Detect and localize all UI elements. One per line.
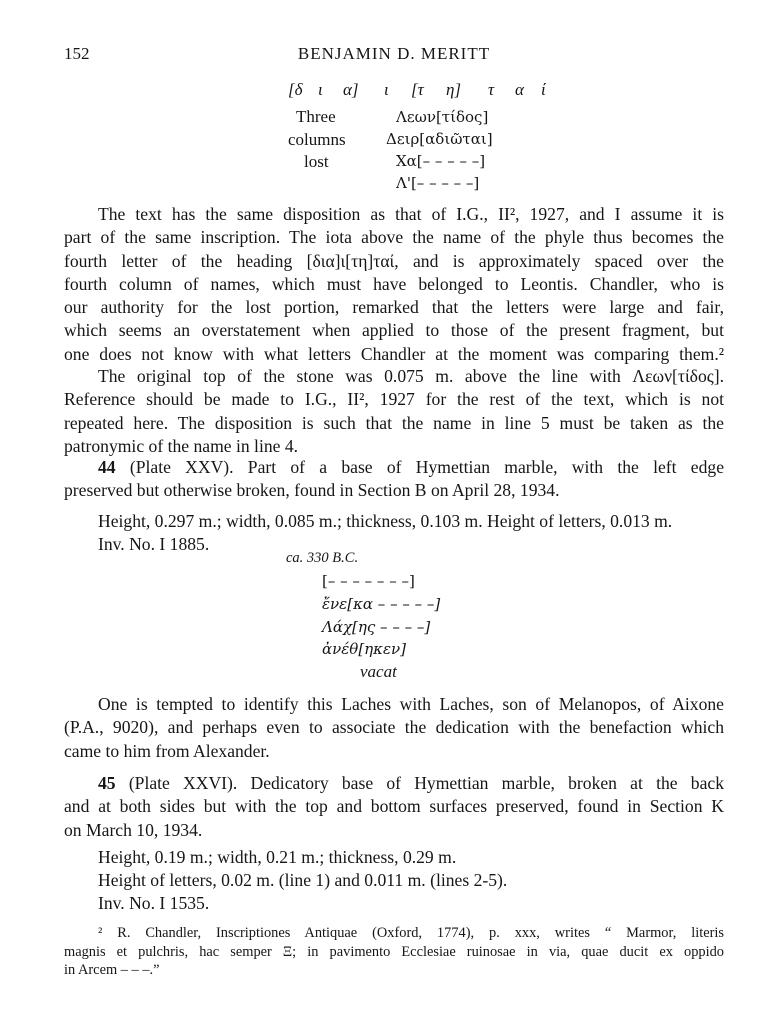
entry-number: 45 bbox=[98, 773, 116, 793]
inscription-line: Λεων[τίδος] bbox=[396, 108, 489, 126]
footnote: ² R. Chandler, Inscriptiones Antiquae (Oxford, 1774), p. xxx, writes “ Marmor, literis magnis et pulchris, hac semper Ξ; in pavimento Ecclesiae ruinosae in via, quae ducit ex oppido in Arcem – – –.” bbox=[64, 925, 724, 978]
heading-letter: ι bbox=[318, 80, 323, 99]
entry-description: (Plate XXV). Part of a base of Hymettian marble, with the left edge bbox=[129, 457, 724, 477]
heading-letter: ί bbox=[541, 80, 546, 99]
entry-44-intro: 44 (Plate XXV). Part of a base of Hymettian marble, with the left edge preserved but otherwise broken, found in Section B on April 28, 1934. bbox=[64, 457, 724, 501]
entry-number: 44 bbox=[98, 457, 116, 477]
inscription-line: ἔνε[κα – – – – –] bbox=[322, 595, 441, 613]
entry-44-comment: One is tempted to identify this Laches with Laches, son of Melanopos, of Aixone (P.A., 9020), and perhaps even to associate the dedication with the benefaction which came to him from Alexander. bbox=[64, 694, 724, 761]
running-head: BENJAMIN D. MERITT bbox=[297, 44, 491, 63]
paragraph-1: The text has the same disposition as that of I.G., II², 1927, and I assume it is part of the same inscription. The iota above the name of the phyle thus becomes the fourth letter of the heading [δια]ι[τη]ταί, and is approximately spaced over the fourth column of names, which must have belonged to Leontis. Chandler, who is our authority for the lost portion, remarked that the letters were large and fair, which seems an overstatement when applied to those of the present fragment, but one does not know with what letters Chandler at the moment was comparing them.² bbox=[64, 204, 724, 364]
page-number: 152 bbox=[64, 44, 90, 63]
entry-44-measurements: Height, 0.297 m.; width, 0.085 m.; thickness, 0.103 m. Height of letters, 0.013 m. Inv. No. I 1885. bbox=[98, 511, 673, 554]
page-header bbox=[64, 44, 724, 66]
entry-description: (Plate XXVI). Dedicatory base of Hymettian marble, broken at the back bbox=[128, 773, 724, 793]
entry-45-measurements: Height, 0.19 m.; width, 0.21 m.; thickness, 0.29 m. Height of letters, 0.02 m. (line 1) and 0.011 m. (lines 2-5). Inv. No. I 1535. bbox=[98, 847, 508, 913]
lost-columns-note: lost bbox=[304, 152, 329, 171]
paragraph-2: The original top of the stone was 0.075 m. above the line with Λεων[τίδος]. Reference should be made to I.G., II², 1927 for the rest of the text, which is not repeated here. The disposition is such that the name in line 5 must be taken as the patronymic of the name in line 4. bbox=[64, 366, 724, 456]
entry-45-intro: 45 (Plate XXVI). Dedicatory base of Hymettian marble, broken at the back and at both sides but with the top and bottom surfaces preserved, found in Section K on March 10, 1934. bbox=[64, 773, 724, 840]
inscription-line: ἀνέθ[ηκεν] bbox=[322, 640, 407, 658]
date-line: ca. 330 B.C. bbox=[286, 550, 359, 566]
lost-columns-note: columns bbox=[288, 130, 346, 149]
inscription-line: Λάχ[ης – – – –] bbox=[322, 618, 431, 636]
heading-letter: [τ bbox=[411, 80, 424, 99]
inscription-line: Χα[– – – – –] bbox=[396, 152, 486, 170]
lost-columns-note: Three bbox=[296, 107, 336, 126]
heading-letter: α] bbox=[343, 80, 359, 99]
heading-letter: α bbox=[515, 80, 524, 99]
inscription-line: [– – – – – – –] bbox=[322, 572, 415, 590]
inscription-block-44 bbox=[0, 572, 784, 684]
heading-letter: η] bbox=[446, 80, 462, 99]
heading-letter: τ bbox=[488, 80, 495, 99]
inscription-block-1 bbox=[0, 80, 784, 198]
inscription-line: Λ'[– – – – –] bbox=[396, 174, 480, 192]
inscription-line: Δειρ[αδιῶται] bbox=[386, 130, 493, 148]
heading-letter: [δ bbox=[288, 80, 303, 99]
vacat-mark: vacat bbox=[360, 662, 397, 681]
heading-letter: ι bbox=[384, 80, 389, 99]
